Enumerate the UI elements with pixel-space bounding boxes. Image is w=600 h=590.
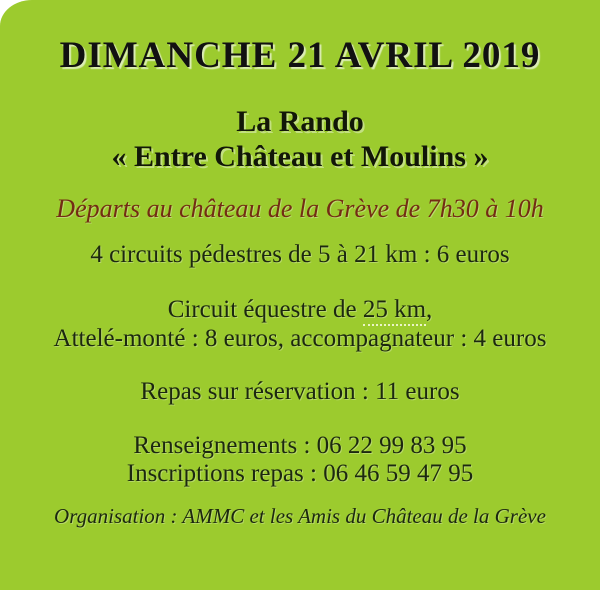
event-name: La Rando: [236, 104, 364, 138]
equestrian-circuit-prefix: Circuit équestre de: [167, 295, 363, 323]
event-subtitle: « Entre Château et Moulins »: [111, 139, 489, 173]
poster-date-title: DIMANCHE 21 AVRIL 2019: [59, 35, 541, 76]
pedestrian-circuits-line: 4 circuits pédestres de 5 à 21 km : 6 euros: [90, 240, 510, 268]
contact-info-line: Renseignements : 06 22 99 83 95: [133, 431, 467, 459]
equestrian-circuit-suffix: ,: [426, 295, 433, 323]
equestrian-circuit-line: [8, 295, 592, 324]
meal-registration-phone-line: Inscriptions repas : 06 46 59 47 95: [126, 459, 474, 487]
equestrian-distance-underlined: 25 km: [363, 296, 426, 326]
contact-block: [0, 432, 600, 488]
departure-info-line: Départs au château de la Grève de 7h30 à 10h: [56, 193, 544, 223]
attele-monte-line: Attelé-monté : 8 euros, accompagnateur : 4 euros: [53, 324, 547, 352]
organisation-credit-line: Organisation : AMMC et les Amis du Château de la Grève: [54, 503, 546, 528]
equestrian-block: [0, 295, 600, 353]
event-heading: [0, 104, 600, 174]
meal-reservation-line: Repas sur réservation : 11 euros: [140, 377, 460, 405]
